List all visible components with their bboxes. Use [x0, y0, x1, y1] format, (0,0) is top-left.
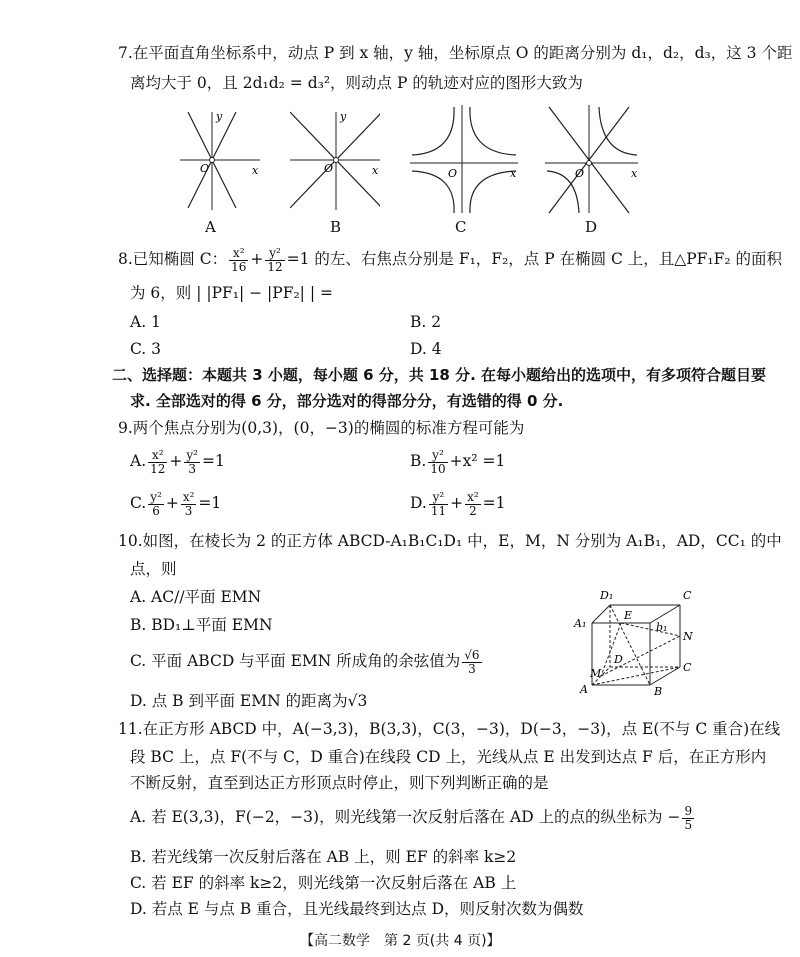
q8-frac2-num: y²	[265, 247, 284, 261]
graph-d-origin-dot	[587, 161, 592, 166]
graph-a-origin: O	[200, 162, 210, 175]
q9-c-op: +	[165, 494, 179, 512]
q9-d-label: D.	[410, 494, 427, 512]
q10-c-frac	[462, 649, 481, 676]
graph-a-origin-dot	[210, 158, 215, 163]
q9-c-d2: 3	[184, 503, 193, 518]
edge-bc	[650, 667, 680, 685]
q11-a-den: 5	[684, 817, 693, 832]
graph-b	[290, 110, 380, 210]
q9-b-label: B.	[410, 452, 427, 470]
q9-c-frac1	[148, 491, 164, 518]
graph-b-x-label: x	[372, 164, 379, 177]
graph-a-label: A	[205, 218, 216, 236]
q9-d-d2: 2	[469, 503, 477, 518]
section-2-line2: 求. 全部选对的得 6 分，部分选对的得部分分，有选错的得 0 分.	[130, 392, 564, 410]
graph-d-curve-1	[599, 107, 637, 155]
label-a: A	[580, 683, 588, 696]
q9-stem: 9.两个焦点分别为(0,3)，(0，−3)的椭圆的标准方程可能为	[118, 419, 525, 437]
q8-option-b: B. 2	[410, 313, 442, 331]
q9-c-tail: =1	[198, 494, 222, 512]
q8-line2: 为 6，则 | |PF₁| − |PF₂| | =	[130, 284, 333, 302]
q11-option-c: C. 若 EF 的斜率 k≥2，则光线第一次反射后落在 AB 上	[130, 874, 517, 892]
label-c1: C	[683, 589, 692, 602]
q10-option-d: D. 点 B 到平面 EMN 的距离为√3	[130, 692, 368, 710]
q9-c-frac2	[181, 491, 197, 518]
q9-c-n1: y²	[150, 489, 162, 504]
graph-c-origin: O	[448, 167, 458, 180]
graph-c	[410, 105, 520, 215]
q9-a-d1: 12	[150, 461, 166, 476]
label-e: E	[624, 609, 633, 622]
label-c: C	[683, 661, 692, 674]
q9-d-n2: x²	[467, 489, 479, 504]
graph-a-x-label: x	[252, 164, 259, 177]
q9-a-n1: x²	[148, 449, 167, 463]
q8-plus: +	[250, 250, 264, 268]
q11-line1: 11.在正方形 ABCD 中，A(−3,3)，B(3,3)，C(3，−3)，D(−3，−3)，点 E(不与 C 重合)在线	[118, 720, 781, 738]
graph-a	[180, 110, 260, 210]
q8-line1	[118, 246, 782, 274]
graph-b-y-label: y	[340, 110, 347, 123]
graph-c-label: C	[455, 218, 467, 236]
q8-option-c: C. 3	[130, 340, 162, 358]
q9-option-d	[410, 490, 506, 518]
q10-option-c	[130, 648, 484, 676]
label-d1: D₁	[600, 589, 614, 602]
graph-c-x-label: x	[510, 167, 517, 180]
q9-option-a	[130, 448, 225, 476]
graph-d	[545, 105, 640, 215]
q10-option-b: B. BD₁⊥平面 EMN	[130, 616, 273, 634]
q9-option-c	[130, 490, 221, 518]
q11-a-num: 9	[684, 803, 693, 818]
q9-c-n2: x²	[182, 489, 195, 504]
label-a1: A₁	[574, 617, 587, 630]
q9-d-op: +	[450, 494, 464, 512]
label-b: B	[654, 685, 663, 698]
seg-em	[601, 623, 621, 676]
graph-a-y-label: y	[216, 110, 223, 123]
seg-mn	[601, 636, 680, 676]
q7-line1: 7.在平面直角坐标系中，动点 P 到 x 轴，y 轴，坐标原点 O 的距离分别为 d₁，d₂，d₃，这 3 个距	[118, 44, 793, 62]
q9-a-label: A.	[130, 452, 147, 470]
graph-b-origin-dot	[334, 158, 339, 163]
q11-a-frac	[682, 805, 694, 832]
q9-option-b	[410, 448, 505, 476]
q8-suffix: =1 的左、右焦点分别是 F₁，F₂，点 P 在椭圆 C 上，且△PF₁F₂ 的面积	[286, 250, 782, 268]
q9-b-d1: 10	[430, 461, 446, 476]
q9-a-frac2	[184, 449, 200, 476]
q10-c-pre: C. 平面 ABCD 与平面 EMN 所成角的余弦值为	[130, 652, 461, 670]
seg-ac	[592, 667, 680, 685]
q9-b-frac1	[428, 449, 447, 476]
q10-line1: 10.如图，在棱长为 2 的正方体 ABCD-A₁B₁C₁D₁ 中，E，M，N 分别为 A₁B₁，AD，CC₁ 的中	[118, 532, 782, 550]
graph-d-label: D	[585, 218, 598, 236]
q9-b-tail: +x² =1	[449, 452, 506, 470]
graph-d-origin: O	[575, 167, 585, 180]
q10-c-den: 3	[468, 661, 476, 676]
q9-a-op: +	[169, 452, 183, 470]
q8-frac1-den: 16	[231, 259, 247, 274]
q9-c-d1: 6	[152, 503, 160, 518]
q9-d-tail: =1	[482, 494, 506, 512]
q8-frac2	[265, 247, 284, 274]
q8-frac1-num: x²	[229, 247, 248, 261]
q11-line3: 不断反射，直至到达正方形顶点时停止，则下列判断正确的是	[130, 774, 549, 792]
graph-b-label: B	[330, 218, 342, 236]
q9-a-n2: y²	[186, 447, 198, 462]
q8-option-d: D. 4	[410, 340, 442, 358]
q11-line2: 段 BC 上，点 F(不与 C，D 重合)在线段 CD 上，光线从点 E 出发到达点 F 后，在正方形内	[130, 748, 767, 766]
q7-line2: 离均大于 0，且 2d₁d₂ = d₃²，则动点 P 的轨迹对应的图形大致为	[130, 74, 583, 92]
graph-b-origin: O	[324, 162, 334, 175]
q9-b-n1: y²	[428, 449, 447, 463]
q9-a-tail: =1	[202, 452, 225, 470]
q11-option-b: B. 若光线第一次反射后落在 AB 上，则 EF 的斜率 k≥2	[130, 848, 517, 866]
q8-option-a: A. 1	[130, 313, 161, 331]
edge-a1d1	[592, 605, 610, 623]
section-2-line1: 二、选择题：本题共 3 小题，每小题 6 分，共 18 分. 在每小题给出的选项中，有多项符合题目要	[112, 366, 767, 384]
q9-a-frac1	[148, 449, 167, 476]
q11-a-pre: A. 若 E(3,3)，F(−2，−3)，则光线第一次反射后落在 AD 上的点的纵坐标为 −	[130, 808, 681, 826]
q10-line2: 点，则	[130, 560, 177, 578]
q9-a-d2: 3	[188, 461, 197, 476]
label-b1: b₁	[656, 621, 668, 634]
label-m: M	[590, 667, 602, 680]
graph-c-curve-2	[470, 107, 516, 155]
label-n: N	[683, 630, 693, 643]
q11-option-a	[130, 804, 696, 832]
page-footer: 【高二数学 第 2 页(共 4 页)】	[300, 933, 501, 949]
q10-option-a: A. AC//平面 EMN	[130, 588, 262, 606]
label-d: D	[614, 653, 623, 666]
graph-d-x-label: x	[631, 167, 638, 180]
graph-c-curve-1	[412, 107, 454, 155]
q8-frac1	[229, 247, 248, 274]
q8-prefix: 8.已知椭圆 C：	[118, 250, 228, 268]
cube-figure	[570, 585, 700, 700]
q9-d-n1: y²	[429, 491, 448, 505]
q9-c-label: C.	[130, 494, 147, 512]
q10-c-num: √6	[464, 647, 480, 662]
q9-d-frac1	[429, 491, 448, 518]
q11-option-d: D. 若点 E 与点 B 重合，且光线最终到达点 D，则反射次数为偶数	[130, 900, 584, 918]
q9-d-frac2	[465, 491, 481, 518]
q8-frac2-den: 12	[267, 259, 283, 274]
q9-d-d1: 11	[430, 503, 447, 518]
